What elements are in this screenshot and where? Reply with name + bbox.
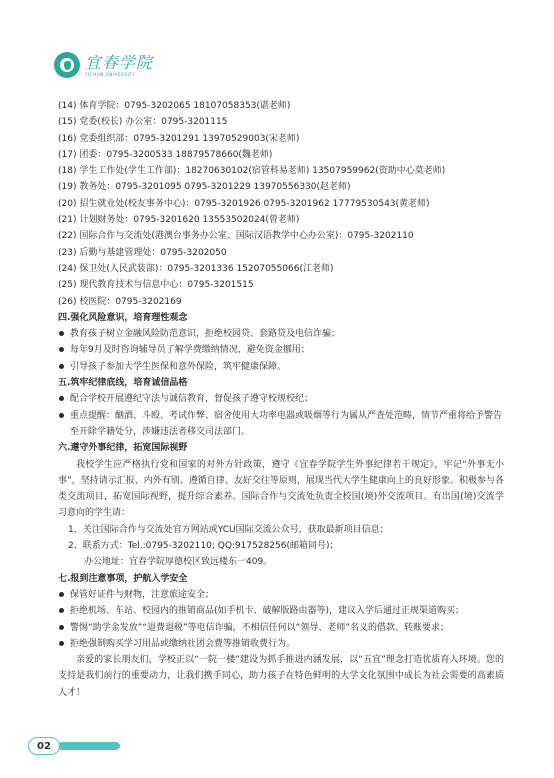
bullet-item (58, 603, 504, 619)
bullet-text: 教育孩子树立金融风险防范意识，拒绝校园贷、套路贷及电信诈骗； (70, 329, 341, 340)
bullet-item (58, 587, 504, 603)
bullet-dot-icon (59, 331, 64, 336)
bullet-dot-icon (59, 347, 64, 352)
section-title: 四.强化风险意识，培育理性观念 (58, 312, 188, 323)
contact-line: (19) 教务处：0795-3201095 0795-3201229 13970556330(赵老师) (58, 182, 351, 193)
numbered-item: 2、联系方式：Tel.:0795-3202110; QQ:917528256(邮箱同号)； (68, 541, 339, 552)
bullet-item (58, 342, 504, 358)
contact-line: (16) 党委组织部：0795-3201291 13970529003(宋老师) (58, 133, 300, 144)
bullet-text: 拒绝强制购买学习用品或缴纳社团会费等推销收费行为。 (70, 638, 296, 649)
contact-line: (20) 招生就业处(校友事务中心)：0795-3201926 0795-3201962 17779530543(黄老师) (58, 198, 430, 209)
section-foreign-affairs (58, 440, 504, 570)
bullet-item (58, 359, 504, 375)
bullet-text: 每年9月及时咨询辅导员了解学费缴纳情况，避免资金挪用； (70, 345, 310, 356)
section-registration (58, 571, 504, 652)
section-title: 六.遵守外事纪律，拓宽国际视野 (58, 443, 188, 454)
section-discipline (58, 375, 504, 440)
university-logo (54, 52, 153, 78)
logo-text (85, 54, 153, 77)
contact-line: (18) 学生工作处(学生工作部)：18270630102(宿管科易老师) 13507959962(资助中心莫老师) (58, 166, 446, 177)
bullet-item (58, 326, 504, 342)
closing-paragraph: 亲爱的家长朋友们，学校正以“一院一楼”建设为抓手推进内涵发展，以“五宜”理念打造优质育人环境。您的支持是我们前行的重要动力，让我们携手同心，助力孩子在特色鲜明的大学文化氛围中成长为社会需要的高素质人才！ (58, 655, 504, 698)
footer-accent-bar (58, 742, 120, 750)
contact-line: (26) 校医院：0795-3202169 (58, 296, 182, 307)
bullet-text: 配合学校开展遵纪守法与诚信教育，督促孩子遵守校规校纪； (70, 394, 314, 405)
main-content (58, 98, 504, 701)
contact-line: (15) 党委(校长) 办公室：0795-3201115 (58, 117, 228, 128)
bullet-dot-icon (59, 641, 64, 646)
page-number: 02 (28, 737, 60, 755)
bullet-dot-icon (59, 364, 64, 369)
bullet-dot-icon (59, 625, 64, 630)
university-emblem-icon (54, 52, 80, 78)
bullet-item (58, 636, 504, 652)
bullet-dot-icon (59, 592, 64, 597)
section-title: 五.筑牢纪律底线，培育诚信品格 (58, 378, 188, 389)
contact-line: (23) 后勤与基建管理处：0795-3202050 (58, 247, 227, 258)
bullet-dot-icon (59, 396, 64, 401)
contact-line: (17) 团委：0795-3200533 18879578660(魏老师) (58, 149, 273, 160)
section-risk-awareness (58, 310, 504, 375)
numbered-item: 1、关注国际合作与交流处官方网站或YCU国际交流公众号，获取最新项目信息； (68, 524, 389, 535)
page-footer (28, 737, 120, 755)
section-title: 七.报到注意事项，护航入学安全 (58, 573, 188, 584)
bullet-text: 拒绝机场、车站、校园内的推销商品(如手机卡、破解版路由器等)，建议入学后通过正规渠道购买； (70, 606, 465, 617)
contact-line: (24) 保卫处(人民武装部)：0795-3201336 15207055066(江老师) (58, 263, 334, 274)
bullet-dot-icon (59, 608, 64, 613)
body-paragraph: 我校学生应严格执行党和国家的对外方针政策，遵守《宜春学院学生外事纪律若干规定》，牢记“外事无小事”，坚持请示汇报、内外有别、遵循自律、友好交往等原则，展现当代大学生健康向上的良好形象。积极参与各类交流项目，拓宽国际视野，提升综合素养。国际合作与交流处负责全校国(境)外交流项目。有出国(境)交流学习意向的学生请： (58, 459, 504, 519)
logo-chinese-name: 宜春学院 (85, 52, 154, 72)
contact-line: (25) 现代教育技术与信息中心：0795-3201515 (58, 280, 254, 291)
contact-list (58, 98, 504, 310)
logo-english-name: YICHUN UNIVERSITY (85, 71, 136, 77)
bullet-text: 引导孩子参加大学生医保和意外保险，筑牢健康保障。 (70, 361, 287, 372)
office-address: 办公地址：宜春学院厚德校区致远楼东一409。 (84, 557, 273, 568)
bullet-text: 重点提醒：酗酒、斗殴、考试作弊、宿舍使用大功率电器或吸烟等行为属从严查处范畴，情节严重将给予警告至开除学籍处分，涉嫌违法者移交司法部门。 (70, 410, 503, 437)
bullet-text: 保管好证件与财物，注意旅途安全； (70, 589, 215, 600)
bullet-dot-icon (59, 413, 64, 418)
bullet-item (58, 620, 504, 636)
bullet-item (58, 408, 504, 441)
contact-line: (22) 国际合作与交流处(港澳台事务办公室、国际汉语教学中心办公室)：0795-3202110 (58, 231, 414, 242)
bullet-text: 警惕“助学金发放”“退费退税”等电信诈骗，不相信任何以“领导、老师”名义的借款、转账要求； (70, 622, 449, 633)
contact-line: (14) 体育学院：0795-3202065 18107058353(谌老师) (58, 101, 291, 111)
contact-line: (21) 计划财务处：0795-3201620 13553502024(曾老师) (58, 215, 300, 226)
bullet-item (58, 391, 504, 407)
